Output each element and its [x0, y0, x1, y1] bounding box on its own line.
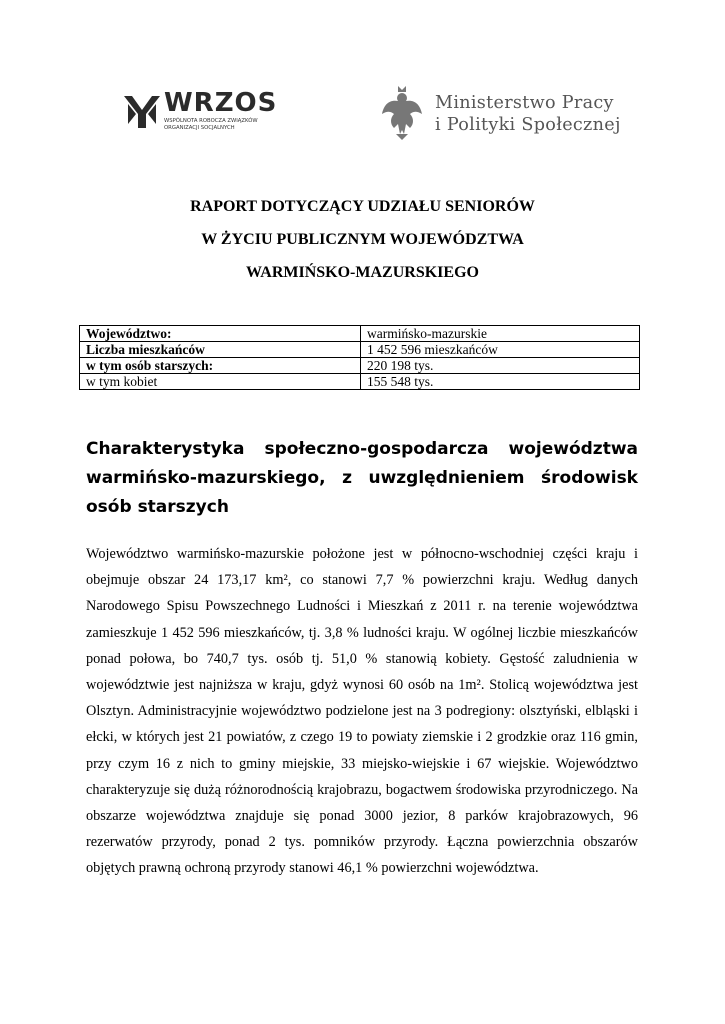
table-row: [80, 374, 640, 390]
wrzos-name: WRZOS: [164, 88, 278, 118]
table-label: w tym osób starszych:: [80, 358, 361, 374]
table-value: 220 198 tys.: [361, 358, 640, 374]
table-value: 155 548 tys.: [361, 374, 640, 390]
section-heading: Charakterystyka społeczno-gospodarcza województwa warmińsko-mazurskiego, z uwzględnieniem środowisk osób starszych: [86, 439, 638, 517]
wrzos-mark-icon: [122, 92, 162, 132]
wrzos-subtitle: WSPÓLNOTA ROBOCZA ZWIĄZKÓW ORGANIZACJI SOCJALNYCH: [164, 118, 258, 131]
table-row: [80, 342, 640, 358]
eagle-emblem-icon: [380, 84, 424, 140]
report-title-line-1: RAPORT DOTYCZĄCY UDZIAŁU SENIORÓW: [190, 198, 535, 215]
report-title-line-3: WARMIŃSKO-MAZURSKIEGO: [246, 264, 479, 281]
table-value: 1 452 596 mieszkańców: [361, 342, 640, 358]
ministry-logo: [380, 84, 640, 142]
table-row: [80, 358, 640, 374]
section-paragraph: Województwo warmińsko-mazurskie położone jest w północno-wschodniej części kraju i obejmuje obszar 24 173,17 km², co stanowi 7,7 % powierzchni kraju. Według danych Narodowego Spisu Powszechnego Ludności i Mieszkań z 2011 r. na terenie województwa zamieszkuje 1 452 596 mieszkańców, tj. 3,8 % ludności kraju. W ogólnej liczbie mieszkańców ponad połowa, bo 740,7 tys. osób tj. 51,0 % stanowią kobiety. Gęstość zaludnienia w województwie jest najniższa w kraju, gdyż wynosi 60 osób na 1m². Stolicą województwa jest Olsztyn. Administracyjnie województwo podzielone jest na 3 podregiony: olsztyński, elbląski i ełcki, w których jest 21 powiatów, z czego 19 to powiaty ziemskie i 2 grodzkie oraz 116 gmin, przy czym 16 z nich to gminy miejskie, 33 miejsko-wiejskie i 67 wiejskie. Województwo charakteryzuje się dużą różnorodnością krajobrazu, bogactwem środowiska przyrodniczego. Na obszarze województwa znajduje się ponad 3000 jezior, 8 parków krajobrazowych, 96 rezerwatów przyrody, ponad 2 tys. pomników przyrody. Łączna powierzchnia obszarów objętych prawną ochroną przyrody stanowi 46,1 % powierzchni województwa.: [86, 546, 638, 877]
report-title: [0, 190, 725, 289]
info-table: [79, 325, 640, 390]
table-label: Województwo:: [80, 326, 361, 342]
table-label: w tym kobiet: [80, 374, 361, 390]
ministry-line-2: i Polityki Społecznej: [435, 115, 621, 135]
ministry-name: [435, 92, 621, 136]
table-label: Liczba mieszkańców: [80, 342, 361, 358]
logo-header: [0, 84, 725, 144]
ministry-line-1: Ministerstwo Pracy: [435, 93, 614, 113]
table-row: [80, 326, 640, 342]
table-value: warmińsko-mazurskie: [361, 326, 640, 342]
report-title-line-2: W ŻYCIU PUBLICZNYM WOJEWÓDZTWA: [201, 231, 524, 248]
wrzos-logo: [122, 88, 278, 140]
